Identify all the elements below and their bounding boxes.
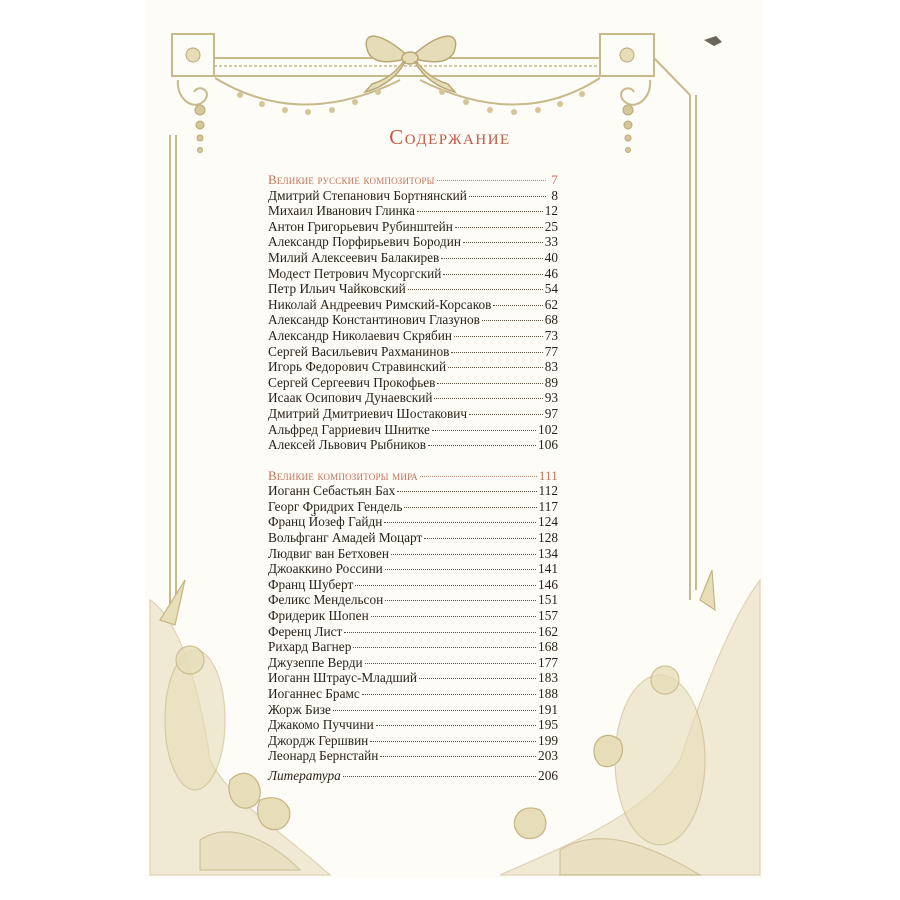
leader-dots [391,554,536,555]
entry-title: Антон Григорьевич Рубинштейн [268,218,453,234]
section-title: Великие композиторы мира [268,467,418,483]
entry-title: Георг Фридрих Гендель [268,498,403,514]
leader-dots [441,258,542,259]
leader-dots [437,383,542,384]
page-number: 93 [544,390,558,406]
leader-dots [420,476,537,477]
toc-entry[interactable] [268,375,558,391]
page-number: 54 [544,281,558,297]
page-number: 117 [538,498,558,514]
toc-entry[interactable] [268,624,558,640]
leader-dots [355,585,536,586]
entry-title: Алексей Львович Рыбников [268,437,427,453]
page-number: 68 [544,312,558,328]
toc-entry[interactable] [268,483,558,499]
toc-entry[interactable] [268,733,558,749]
toc-entry[interactable] [268,234,558,250]
leader-dots [419,678,536,679]
leader-dots [434,398,542,399]
toc-entry[interactable] [268,592,558,608]
toc-entry[interactable] [268,203,558,219]
leader-dots [493,305,542,306]
leader-dots [428,445,536,446]
leader-dots [463,242,543,243]
entry-title: Александр Порфирьевич Бородин [268,234,461,250]
leader-dots [417,211,543,212]
page-number: 206 [538,767,558,783]
leader-dots [424,538,536,539]
page-number: 73 [544,327,558,343]
page-number: 124 [538,514,558,530]
entry-title: Михаил Иванович Глинка [268,203,415,219]
entry-title: Альфред Гарриевич Шнитке [268,421,430,437]
toc-entry[interactable] [268,561,558,577]
toc-entry[interactable] [268,266,558,282]
leader-dots [376,725,536,726]
page-number: 141 [538,561,558,577]
leader-dots [404,507,536,508]
page-number: 183 [538,670,558,686]
page-number: 177 [538,654,558,670]
leader-dots [432,430,536,431]
leader-dots [365,663,536,664]
leader-dots [362,694,536,695]
toc-section-heading[interactable] [268,172,558,188]
section-gap [268,453,558,468]
entry-title: Джордж Гершвин [268,732,369,748]
page-number: 97 [544,405,558,421]
leader-dots [482,320,543,321]
page-number: 77 [544,343,558,359]
toc-entry[interactable] [268,608,558,624]
entry-title: Леонард Бернстайн [268,748,379,764]
entry-title: Петр Ильич Чайковский [268,281,406,297]
page-number: 203 [538,748,558,764]
toc-entry[interactable] [268,639,558,655]
page-number: 199 [538,732,558,748]
entry-title: Феликс Мендельсон [268,592,384,608]
leader-dots [437,180,546,181]
toc-entry[interactable] [268,530,558,546]
page-number: 111 [538,467,558,483]
page-number: 146 [538,576,558,592]
toc-entry[interactable] [268,686,558,702]
leader-dots [353,647,536,648]
leader-dots [451,352,542,353]
toc-section-heading[interactable] [268,468,558,484]
page-number: 25 [544,218,558,234]
toc-entry[interactable] [268,250,558,266]
entry-title: Фридерик Шопен [268,608,369,624]
page-number: 188 [538,686,558,701]
page-number: 195 [538,717,558,733]
leader-dots [469,196,546,197]
toc-entry[interactable] [268,406,558,422]
entry-title: Франц Шуберт [268,576,354,592]
entry-title: Дмитрий Степанович Бортнянский [268,187,467,203]
entry-title: Джакомо Пуччини [268,717,374,733]
page-number: 112 [538,483,558,499]
leader-dots [408,289,543,290]
toc-entry[interactable] [268,188,558,204]
toc-entry-literature[interactable] [268,768,558,784]
leader-dots [380,756,536,757]
toc-entry[interactable] [268,748,558,764]
page-number: 7 [551,172,558,187]
leader-dots [371,616,536,617]
page-number: 12 [544,203,558,219]
entry-title: Джузеппе Верди [268,654,363,670]
entry-title: Сергей Васильевич Рахманинов [268,343,450,359]
page-number: 106 [538,437,558,453]
page-number: 89 [544,374,558,390]
entry-title: Франц Йозеф Гайдн [268,514,383,530]
leader-dots [469,414,543,415]
page-number: 46 [544,265,558,281]
entry-title: Иоганн Штраус-Младший [268,670,417,686]
page-number: 62 [544,296,558,312]
leader-dots [343,776,536,777]
page-number: 151 [538,592,558,608]
toc-entry[interactable] [268,422,558,438]
leader-dots [448,367,543,368]
page-number: 134 [538,545,558,561]
page-number: 191 [538,701,558,717]
toc-entry[interactable] [268,717,558,733]
toc-entry[interactable] [268,344,558,360]
entry-title: Литература [268,767,341,783]
entry-title: Модест Петрович Мусоргский [268,265,442,281]
entry-title: Иоганн Себастьян Бах [268,483,396,499]
page-title: Содержание [389,125,511,149]
toc-entry[interactable] [268,359,558,375]
page-number: 40 [544,249,558,265]
entry-title: Исаак Осипович Дунаевский [268,390,433,406]
leader-dots [333,710,536,711]
page-number: 157 [538,608,558,624]
table-of-contents [268,172,558,784]
leader-dots [385,600,536,601]
toc-entry[interactable] [268,514,558,530]
page-number: 83 [544,359,558,375]
entry-title: Джоаккино Россини [268,561,383,577]
leader-dots [370,741,536,742]
entry-title: Иоганнес Брамс [268,686,360,701]
toc-entry[interactable] [268,577,558,593]
entry-title: Александр Константинович Глазунов [268,312,480,328]
leader-dots [455,227,543,228]
toc-entry[interactable] [268,281,558,297]
toc-entry[interactable] [268,546,558,562]
page-number: 162 [538,623,558,639]
toc-entry[interactable] [268,312,558,328]
leader-dots [454,336,543,337]
entry-title: Людвиг ван Бетховен [268,545,390,561]
toc-entry[interactable] [268,655,558,671]
leader-dots [384,522,536,523]
page-number: 168 [538,639,558,655]
entry-title: Ференц Лист [268,623,343,639]
toc-entry[interactable] [268,437,558,453]
entry-title: Жорж Бизе [268,701,331,717]
toc-entry[interactable] [268,702,558,718]
section-title: Великие русские композиторы [268,172,435,187]
entry-title: Вольфганг Амадей Моцарт [268,530,423,546]
toc-entry[interactable] [268,390,558,406]
page-number: 128 [538,530,558,546]
entry-title: Александр Николаевич Скрябин [268,327,453,343]
toc-entry[interactable] [268,499,558,515]
entry-title: Игорь Федорович Стравинский [268,359,447,375]
page-number: 102 [538,421,558,437]
leader-dots [397,491,536,492]
toc-entry[interactable] [268,219,558,235]
entry-title: Рихард Вагнер [268,639,352,655]
page-number: 33 [544,234,558,250]
entry-title: Милий Алексеевич Балакирев [268,249,440,265]
toc-entry[interactable] [268,328,558,344]
leader-dots [385,569,536,570]
entry-title: Сергей Сергеевич Прокофьев [268,374,436,390]
leader-dots [443,274,542,275]
entry-title: Дмитрий Дмитриевич Шостакович [268,405,468,421]
entry-title: Николай Андреевич Римский-Корсаков [268,296,492,312]
toc-entry[interactable] [268,297,558,313]
leader-dots [344,632,536,633]
toc-entry[interactable] [268,670,558,686]
page-number: 8 [551,187,558,203]
